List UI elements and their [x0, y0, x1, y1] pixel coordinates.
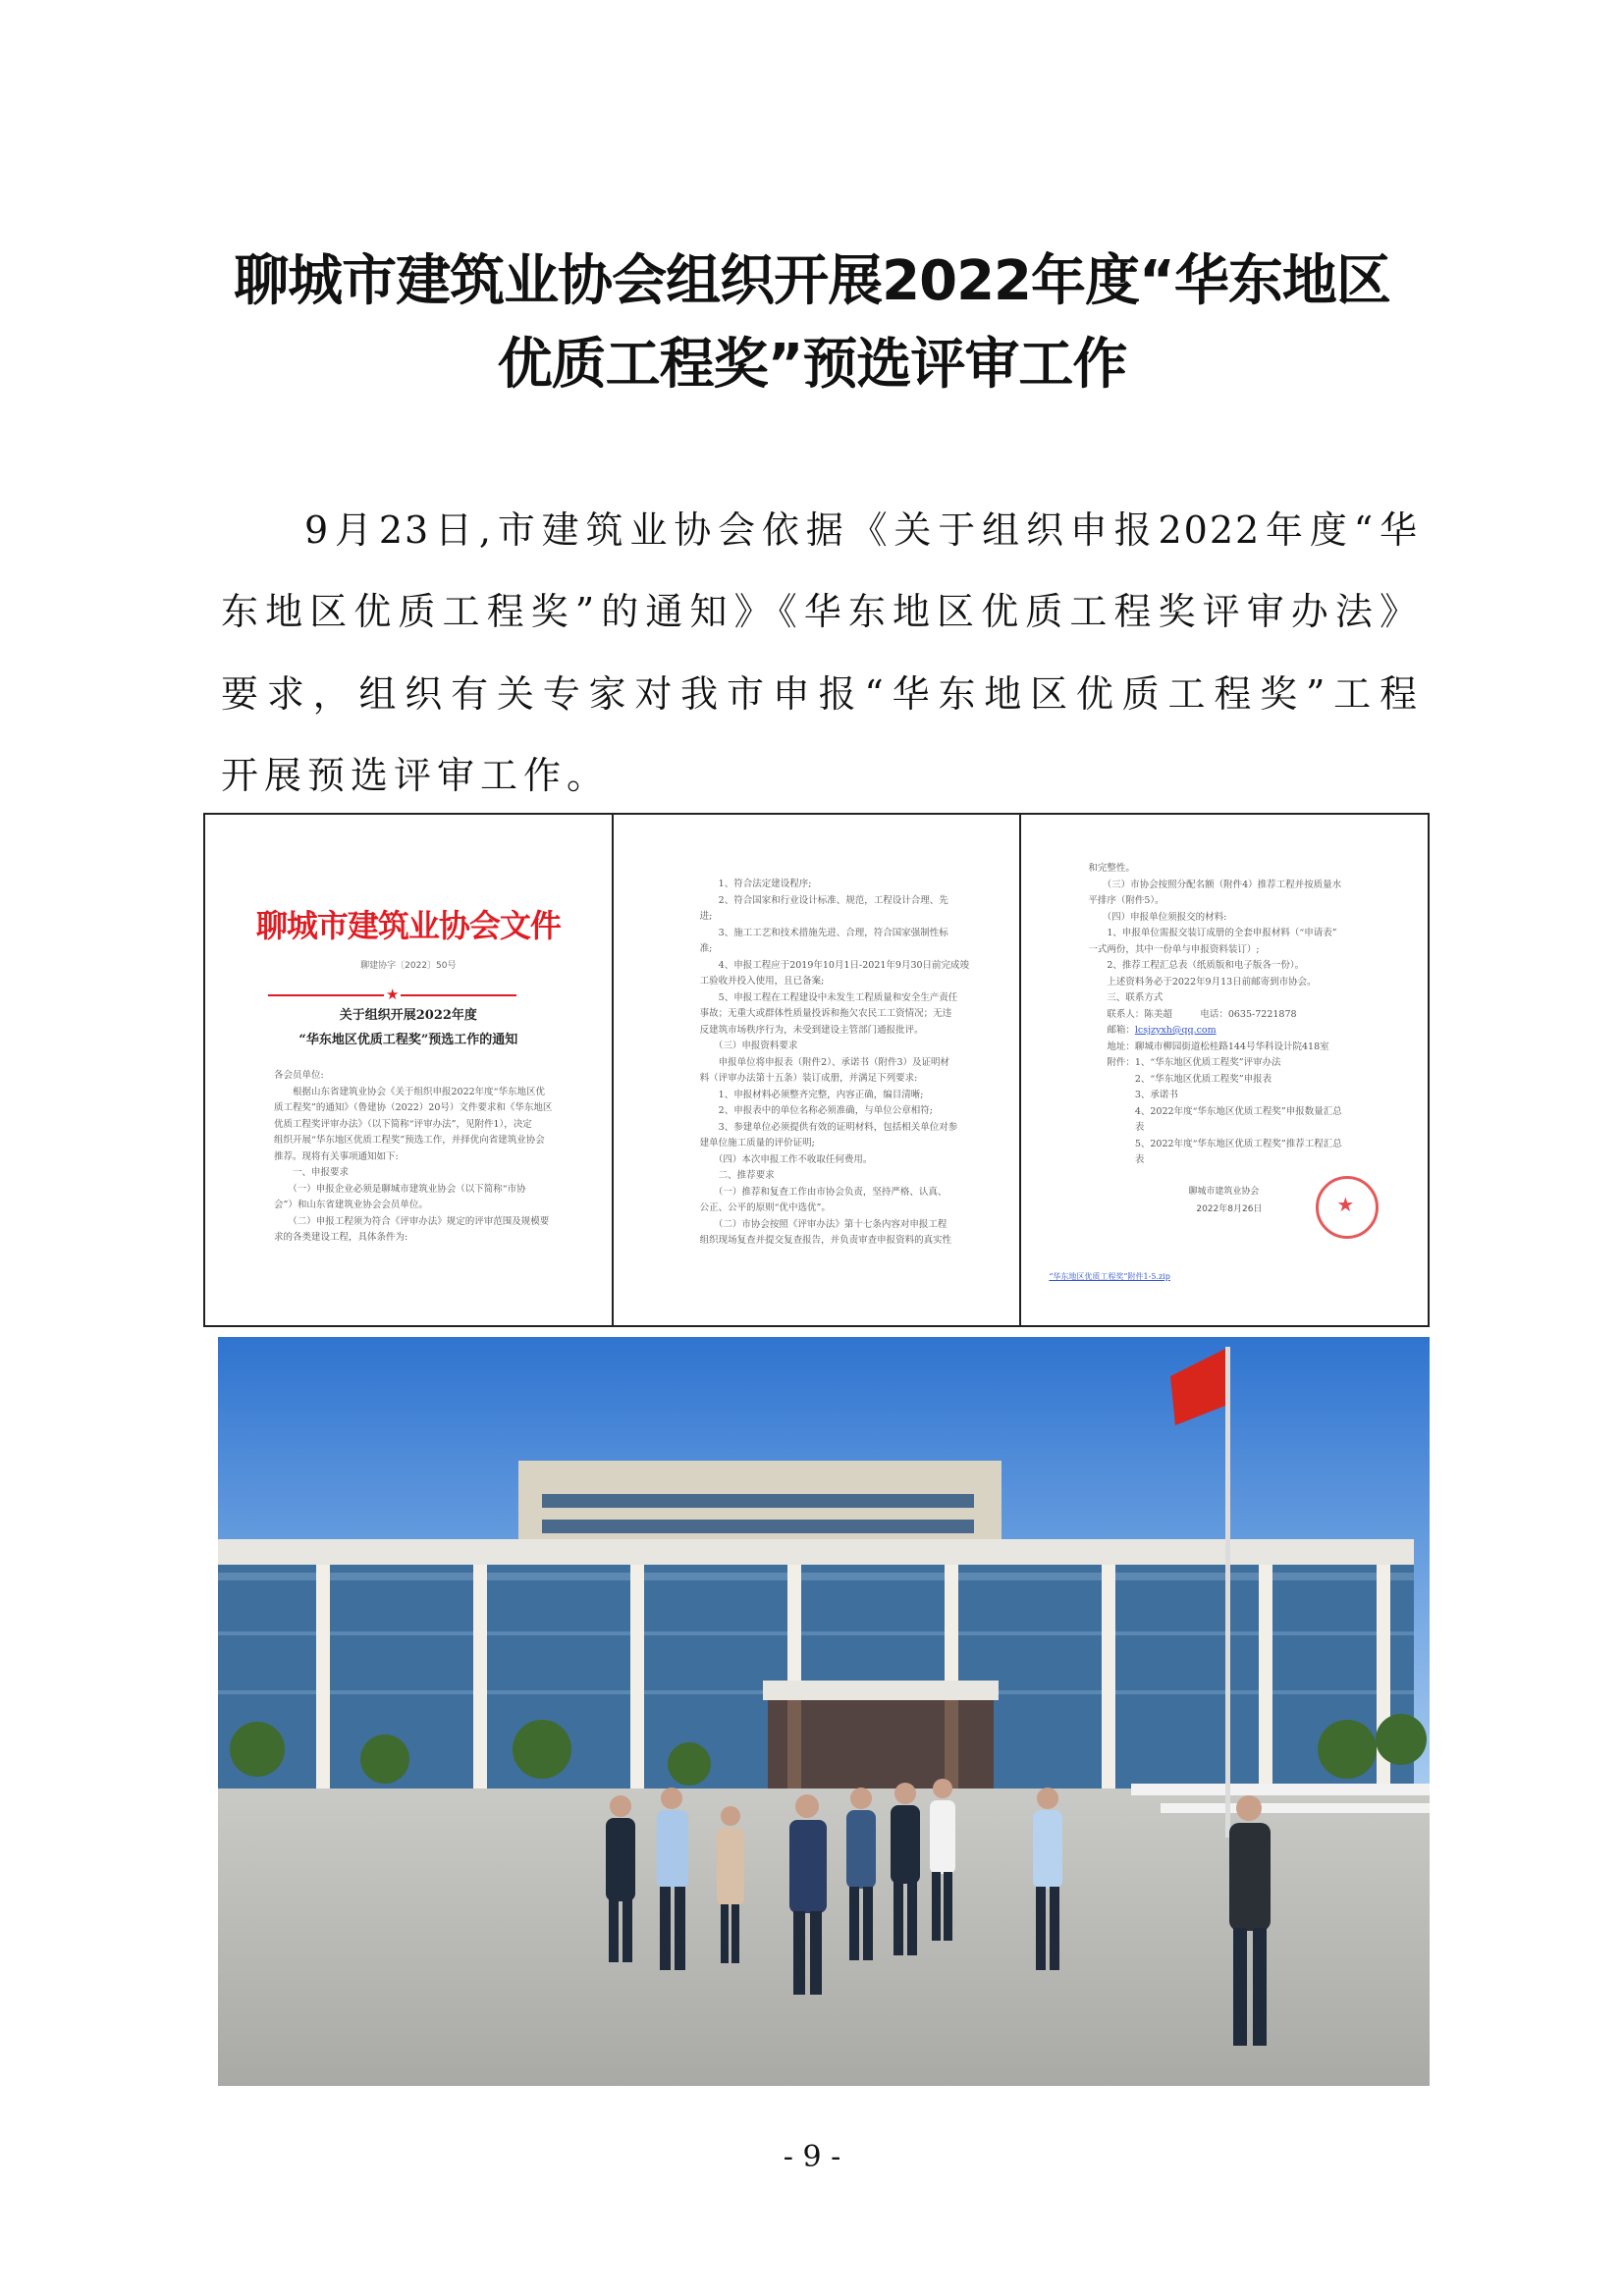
text-line: 一式两份，其中一份单与申报资料装订）;	[1088, 943, 1260, 955]
text-line: 5、申报工程在工程建设中未发生工程质量和安全生产责任	[699, 991, 958, 1003]
page3-text	[1088, 861, 1342, 1169]
email-line	[1088, 1023, 1339, 1040]
text-line: 平排序（附件5）。	[1088, 895, 1164, 906]
text-line: 联系人：陈美超 电话：0635-7221878	[1088, 1008, 1297, 1020]
text-line: 三、联系方式	[1088, 992, 1164, 1003]
text-line: 表	[1088, 1154, 1145, 1165]
text-line: 公正、公平的原则“优中选优”。	[699, 1202, 831, 1213]
document-red-header: 聊城市建筑业协会文件	[255, 907, 561, 944]
text-line: 根据山东省建筑业协会《关于组织申报2022年度“华东地区优	[274, 1086, 546, 1097]
text-line: 进;	[699, 911, 713, 922]
document-page-1	[205, 815, 614, 1325]
text-line: 组织现场复查并提交复查报告，并负责审查申报资料的真实性	[699, 1235, 952, 1246]
text-line: 组织开展“华东地区优质工程奖”预选工作，并择优向省建筑业协会	[274, 1135, 545, 1146]
text-line: 3、施工工艺和技术措施先进、合理，符合国家强制性标	[699, 927, 948, 938]
page2-text	[699, 877, 970, 1250]
text-line: 3、参建单位必须提供有效的证明材料，包括相关单位对参	[699, 1121, 958, 1133]
text-line: 建单位施工质量的评价证明;	[699, 1138, 815, 1148]
text-line: 和完整性。	[1088, 863, 1135, 874]
seal-organization: 聊城市建筑业协会	[1188, 1187, 1260, 1197]
notice-title-2: “华东地区优质工程奖”预选工作的通知	[298, 1033, 518, 1047]
email-link[interactable]: lcsjzyxh@qq.com	[1134, 1025, 1217, 1036]
official-seal-icon: ★	[1316, 1176, 1379, 1239]
text-line: 2、推荐工程汇总表（纸质版和电子版各一份）。	[1088, 960, 1305, 971]
text-line: 2、“华东地区优质工程奖”申报表	[1088, 1073, 1272, 1085]
document-page-3	[1021, 815, 1428, 1325]
text-line: 推荐。现将有关事项通知如下:	[274, 1150, 399, 1162]
text-line: 二、推荐要求	[699, 1170, 775, 1181]
text-line: （三）市协会按照分配名额（附件4）推荐工程并按质量水	[1088, 879, 1342, 890]
text-line: 1、申报材料必须整齐完整，内容正确，编目清晰;	[699, 1089, 924, 1100]
text-line: 工验收并投入使用，且已备案;	[699, 976, 825, 987]
text-line: 质工程奖”的通知》（鲁建协（2022）20号）文件要求和《华东地区	[274, 1102, 553, 1113]
text-line: 1、申报单位需报交装订成册的全套申报材料（“申请表”	[1088, 928, 1337, 938]
text-line: 上述资料务必于2022年9月13日前邮寄到市协会。	[1088, 976, 1317, 988]
text-line: （四）申报单位须报交的材料:	[1088, 911, 1227, 923]
text-line: 会”）和山东省建筑业协会会员单位。	[274, 1200, 428, 1210]
text-line: （二）市协会按照《评审办法》第十七条内容对申报工程	[699, 1218, 947, 1230]
document-number: 聊建协字〔2022〕50号	[360, 961, 457, 971]
text-line: （三）申报资料要求	[699, 1041, 798, 1051]
text-line: 事故；无重大或群体性质量投诉和拖欠农民工工资情况；无违	[699, 1008, 952, 1019]
page-number: - 9 -	[783, 2140, 841, 2174]
text-line: 求的各类建设工程，具体条件为:	[274, 1232, 408, 1243]
body-line: 开展预选评审工作。	[221, 754, 611, 797]
text-line: 准;	[699, 943, 713, 954]
text-line: （四）本次申报工作不收取任何费用。	[699, 1153, 873, 1165]
text-line: 各会员单位:	[274, 1070, 324, 1081]
text-line: 反建筑市场秩序行为，未受到建设主管部门通报批评。	[699, 1024, 924, 1036]
text-line: 4、2022年度“华东地区优质工程奖”申报数量汇总	[1088, 1105, 1342, 1117]
body-line: 东地区优质工程奖”的通知》《华东地区优质工程奖评审办法》	[221, 590, 1419, 633]
body-line: 9月23日,市建筑业协会依据《关于组织申报2022年度“华	[304, 508, 1419, 552]
text-line: 3、承诺书	[1088, 1090, 1178, 1100]
text-line: 2、符合国家和行业设计标准、规范，工程设计合理、先	[699, 894, 948, 906]
page1-text	[274, 1068, 572, 1247]
notice-title-1: 关于组织开展2022年度	[339, 1008, 477, 1023]
text-line: （一）申报企业必须是聊城市建筑业协会（以下简称“市协	[274, 1183, 526, 1195]
email-label: 邮箱：	[1088, 1025, 1135, 1036]
text-line: 申报单位将申报表（附件2）、承诺书（附件3）及证明材	[699, 1056, 950, 1068]
text-line: 优质工程奖评审办法》（以下简称“评审办法”，见附件1），决定	[274, 1118, 532, 1130]
text-line: 一、申报要求	[274, 1167, 350, 1178]
site-inspection-photo	[218, 1337, 1430, 2086]
seal-date: 2022年8月26日	[1196, 1204, 1263, 1214]
body-line: 要求，组织有关专家对我市申报“华东地区优质工程奖”工程	[221, 672, 1419, 716]
red-star-icon: ★	[386, 986, 400, 1003]
text-line: （二）申报工程须为符合《评审办法》规定的评审范围及规模要	[274, 1215, 550, 1227]
text-line: 料（评审办法第十五条）装订成册，并满足下列要求:	[699, 1073, 918, 1084]
notice-document-images	[203, 813, 1430, 1327]
text-line: 附件：1、“华东地区优质工程奖”评审办法	[1088, 1057, 1281, 1068]
text-line: 地址：聊城市柳园街道松桂路144号华科设计院418室	[1088, 1041, 1329, 1052]
text-line: （一）推荐和复查工作由市协会负责，坚持严格、认真、	[699, 1186, 947, 1198]
text-line: 表	[1088, 1122, 1145, 1133]
text-line: 5、2022年度“华东地区优质工程奖”推荐工程汇总	[1088, 1138, 1342, 1149]
article-title-line-1: 聊城市建筑业协会组织开展2022年度“华东地区	[234, 249, 1390, 313]
text-line: 4、申报工程应于2019年10月1日-2021年9月30日前完成竣	[699, 959, 970, 971]
document-page-2	[614, 815, 1022, 1325]
attachment-link[interactable]: “华东地区优质工程奖”附件1-5.zip	[1049, 1272, 1170, 1281]
text-line: 2、申报表中的单位名称必须准确，与单位公章相符;	[699, 1105, 933, 1116]
text-line: 1、符合法定建设程序;	[699, 879, 812, 889]
article-title-line-2: 优质工程奖”预选评审工作	[497, 333, 1127, 397]
